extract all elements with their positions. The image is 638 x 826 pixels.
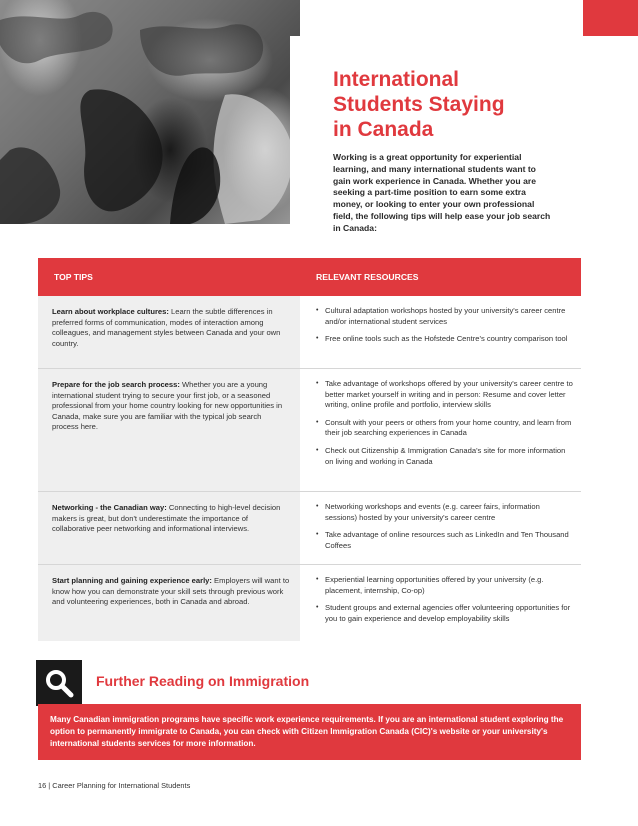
resources-cell <box>300 492 581 564</box>
tip-title: Prepare for the job search process: <box>52 380 180 389</box>
search-icon-box <box>36 660 82 706</box>
resources-cell <box>300 565 581 641</box>
page-title <box>333 67 593 142</box>
table-row <box>38 565 581 641</box>
further-reading-text: Many Canadian immigration programs have specific work experience requirements. If you are an international student exploring the option to permanently immigrate to Canada, you can check with Citizen Immigration Canada (CIC)'s website or your university's international students services for more information. <box>50 715 564 748</box>
world-map-background <box>0 0 300 224</box>
resource-item: • Experiential learning opportunities offered by your university (e.g. placement, internship, Co-op) <box>316 575 573 596</box>
further-reading-band <box>38 704 581 760</box>
table-row <box>38 492 581 564</box>
intro-paragraph: Working is a great opportunity for experiential learning, and many international students want to gain work experience in Canada. Whether you are seeking a part-time position to earn some extra money, or looking to enter your own professional field, the following tips will help ease your job search in Canada: <box>333 152 551 233</box>
tip-cell <box>38 565 300 641</box>
page-footer: 16 | Career Planning for International Students <box>38 781 191 790</box>
header-photo <box>0 0 300 224</box>
tip-cell <box>38 369 300 491</box>
tip-text: Learn the subtle differences in preferred forms of communication, modes of interaction among colleagues, and management styles between Canada and your own country. <box>52 307 281 348</box>
resource-item: • Student groups and external agencies offer volunteering opportunities for you to gain experience and develop employability skills <box>316 603 573 624</box>
resource-list <box>316 306 573 345</box>
resource-item: • Take advantage of online resources such as LinkedIn and Ten Thousand Coffees <box>316 530 573 551</box>
corner-accent <box>583 0 638 36</box>
tip-title: Start planning and gaining experience early: <box>52 576 212 585</box>
resource-item: • Check out Citizenship & Immigration Canada's site for more information on living and working in Canada <box>316 446 573 467</box>
tip-title: Learn about workplace cultures: <box>52 307 169 316</box>
table-row <box>38 369 581 491</box>
tip-text: Employers will want to know how you can demonstrate your skill sets through previous work and volunteering experiences, both in Canada and abroad. <box>52 576 290 607</box>
title-line: in Canada <box>333 118 434 141</box>
resource-item: • Consult with your peers or others from your home country, and learn from their job searching experiences in Canada <box>316 418 573 439</box>
title-line: International <box>333 68 460 91</box>
search-icon <box>44 668 74 698</box>
resource-item: • Cultural adaptation workshops hosted by your university's career centre and/or international student services <box>316 306 573 327</box>
tip-text: Connecting to high-level decision makers is great, but don't underestimate the importance of collaborative peer networking and informational interviews. <box>52 503 281 534</box>
resources-cell <box>300 296 581 368</box>
title-line: Students Staying <box>333 93 505 116</box>
resources-cell <box>300 369 581 491</box>
column-header-top-tips: TOP TIPS <box>54 272 93 282</box>
table-header <box>38 258 581 296</box>
tip-text: Whether you are a young international student trying to secure your first job, or a seasoned professional from your home country looking for new opportunities in Canada, make sure you are familiar with the typical job search process here. <box>52 380 283 432</box>
tip-cell <box>38 296 300 368</box>
column-header-resources: RELEVANT RESOURCES <box>316 272 419 282</box>
resource-item: • Networking workshops and events (e.g. career fairs, information sessions) hosted by your university's career centre <box>316 502 573 523</box>
tip-cell <box>38 492 300 564</box>
resource-item: • Take advantage of workshops offered by your university's career centre to better market yourself in writing and in person: Resume and cover letter writing, online profile and portfolio, interview skills <box>316 379 573 411</box>
tip-title: Networking - the Canadian way: <box>52 503 167 512</box>
resource-item: • Free online tools such as the Hofstede Centre's country comparison tool <box>316 334 573 345</box>
resource-list <box>316 575 573 624</box>
resource-list <box>316 502 573 551</box>
resource-list <box>316 379 573 467</box>
further-reading-title: Further Reading on Immigration <box>96 673 310 689</box>
table-row <box>38 296 581 368</box>
